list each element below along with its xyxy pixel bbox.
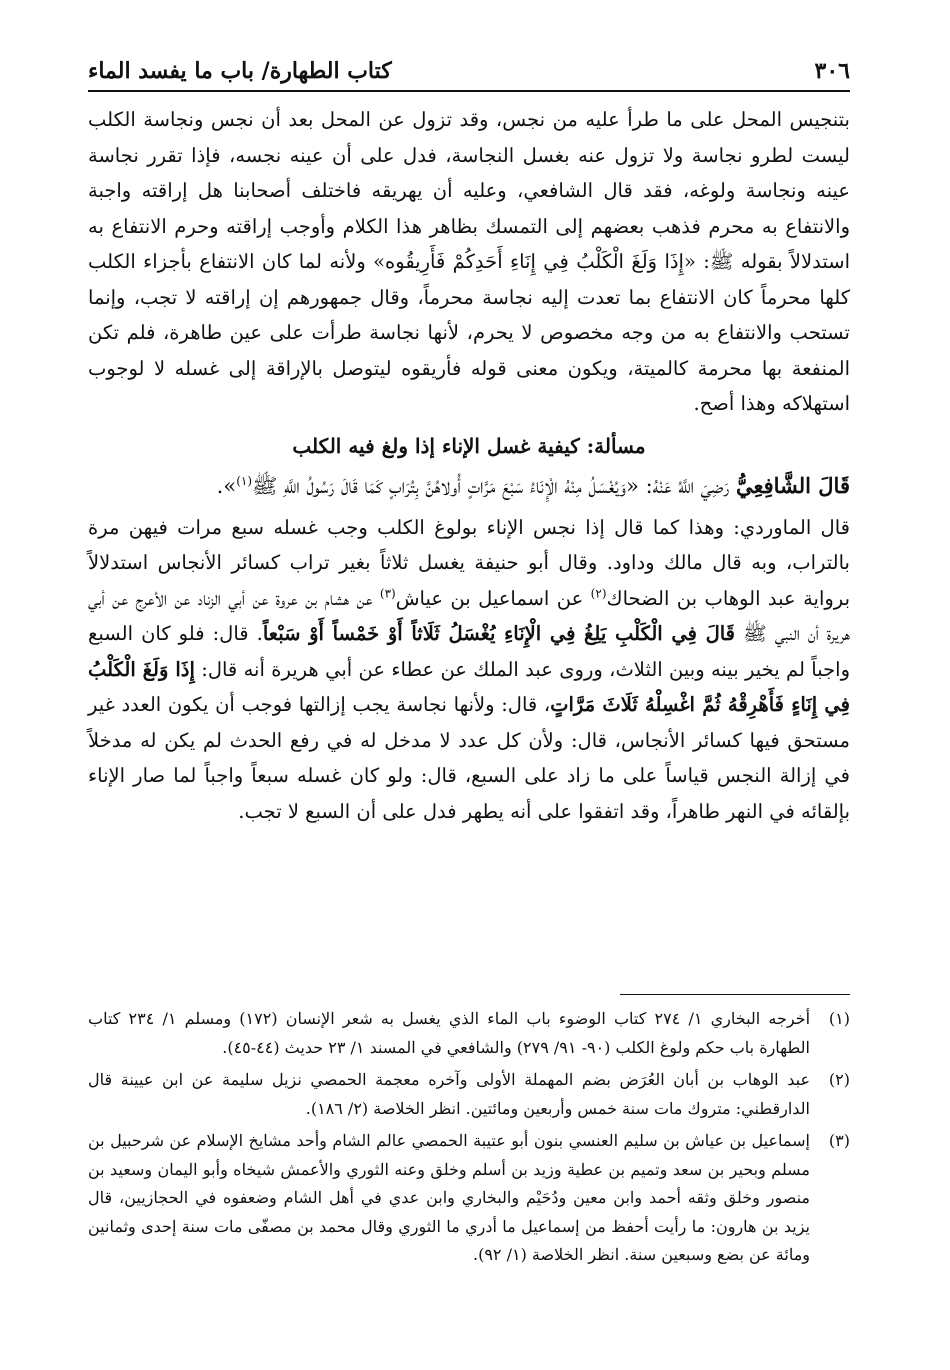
- p2-text-e: ، قال: ولأنها نجاسة يجب إزالتها فوجب أن يكون العدد غير مستحق فيها كسائر الأنجاس، قال: ولأن كل عدد لا مدخل له في رفع الحدث لم يكن له مدخلاً في إزالة النجس قياساً على ما زاد على السبع، قال: ولو كان غسله سبعاً واجباً لما صار الإناء بإلقائه في النهر طاهراً، وقد اتفقوا على أنه يطهر فدل على أن السبع لا تجب.: [88, 693, 850, 823]
- section-title: مسألة: كيفية غسل الإناء إذا ولغ فيه الكلب: [292, 433, 646, 458]
- quote-imam: قَالَ الشَّافِعِيُّ: [735, 472, 850, 498]
- footnote-text: عبد الوهاب بن أبان العُرَض بضم المهملة الأولى وآخره معجمة الحمصي نزيل سليمة عن ابن عيينة قال الدارقطني: متروك مات سنة خمس وأربعين ومائتين. انظر الخلاصة (٢/ ١٨٦).: [88, 1070, 810, 1118]
- footnote-text: إسماعيل بن عياش بن سليم العنسي بنون أبو عتيبة الحمصي عالم الشام وأحد مشايخ الإسلام عن شرحبيل بن مسلم وبحير بن سعد وتميم بن عطية وزيد بن أسلم وخلق وعنه الثوري والأعمش شيخاه وأبو اليمان وسعيد بن منصور وخلق وثقه أحمد وابن معين ودُحَيْم والبخاري وابن عدي في أهل الشام وضعفوه في الحجازيين، قال يزيد بن هارون: ما رأيت أحفظ من إسماعيل ما أدري ما الثوري وقال محمد بن مصفّى مات سنة إحدى وثمانين ومائة عن بضع وسبعين سنة. انظر الخلاصة (١/ ٩٢).: [88, 1131, 811, 1264]
- quote-text: رَضِيَ اللَّهُ عَنْهُ: «وَيُغْسَلُ مِنْهُ الْإِنَاءُ سَبْعَ مَرَّاتٍ أُولاهُنَّ بِتُرَابٍ كَمَا قَالَ رَسُولُ اللَّهِ ﷺ: [252, 473, 730, 498]
- running-title: كتاب الطهارة/ باب ما يفسد الماء: [88, 58, 392, 84]
- footnote-text: أخرجه البخاري ١/ ٢٧٤ كتاب الوضوء باب الماء الذي يغسل به شعر الإنسان (١٧٢) ومسلم ١/ ٢٣٤ كتاب الطهارة باب حكم ولوغ الكلب (٩٠- ٩١/ ٢٧٩) والشافعي في المسند ١/ ٢٣ حديث (٤٤-٤٥).: [88, 1009, 811, 1057]
- page-number: ٣٠٦: [814, 58, 850, 84]
- quote-end: ».: [216, 473, 237, 498]
- p2-text-a: قال الماوردي: وهذا كما قال إذا نجس الإناء بولوغ الكلب وجب غسله سبع مرات فيهن مرة بالتراب، وبه قال مالك وداود. وقال أبو حنيفة يغسل ثلاثاً بغير تراب كسائر الأنجاس استدلالاً برواية عبد الوهاب بن الضحاك: [88, 515, 850, 610]
- footnote: [88, 1005, 850, 1062]
- footnote-mark: (٢): [828, 1070, 850, 1089]
- paragraph-1: بتنجيس المحل على ما طرأ عليه من نجس، وقد تزول عن المحل بعد أن نجس ونجاسة الكلب ليست لطرو نجاسة ولا تزول عنه بغسل النجاسة، فدل على أن عينه نجسه، فإذا تقرر نجاسة عينه ونجاسة ولوغه، فقد قال الشافعي، وعليه أن يهريقه فاختلف أصحابنا هل إراقته واجبة والانتفاع به محرم فذهب بعضهم إلى التمسك بظاهر هذا الكلام وأوجب إراقته وحرم الانتفاع به استدلالاً بقوله ﷺ: «إِذَا وَلَغَ الْكَلْبُ فِي إِنَاءِ أَحَدِكُمْ فَأَرِيقُوه» ولأنه لما كان الانتفاع بأجزاء الكلب كلها محرماً كان الانتفاع بما تعدت إليه نجاسة محرماً، وقال جمهورهم إن إراقته لا تجب، وإنما تستحب والانتفاع به من وجه مخصوص لا يحرم، لأنها نجاسة طرأت على عين طاهرة، فلم تكن المنفعة بها محرمة كالميتة، ويكون معنى قوله فأريقوه ليتوصل بالإراقة إلى غسله لا لوجوب استهلاكه وهذا أصح.: [88, 108, 850, 415]
- footnote-mark: (٣): [828, 1131, 850, 1150]
- footnote-divider: [620, 994, 850, 995]
- p2-text-d: . قال: فلو كان السبع واجباً لم يخير بينه وبين الثلاث، وروى عبد الملك عن عطاء عن أبي هريرة أنه قال:: [88, 622, 850, 681]
- paragraph-2: [88, 510, 850, 830]
- footnotes: [88, 994, 850, 1274]
- p2-text-c: عن هشام بن عروة عن أبي الزناد عن الأعرج عن أبي هريرة أن النبي ﷺ: [88, 586, 850, 645]
- footnote-ref-3: (٣): [379, 586, 396, 600]
- footnote: [88, 1066, 850, 1123]
- page-header: [88, 52, 850, 92]
- book-page: [88, 52, 850, 1342]
- hadith-2: إِذَا وَلَغَ الْكَلْبُ فِي إِنَاءٍ فَأَهْرِقْهُ ثُمَّ اغْسِلْهُ ثَلَاثَ مَرَّاتٍ: [88, 657, 850, 716]
- hadith-1: قَالَ فِي الْكَلْبِ يَلِغُ فِي الْإِنَاءِ يُغْسَلُ ثَلَاثاً أَوْ خَمْساً أَوْ سَبْعاً: [262, 622, 736, 645]
- footnote-mark: (١): [828, 1009, 850, 1028]
- footnote: [88, 1127, 850, 1270]
- shafii-quote: [88, 466, 850, 506]
- p2-text-b: عن اسماعيل بن عياش: [395, 586, 591, 610]
- footnote-ref-1: (١): [236, 473, 253, 488]
- footnote-ref-2: (٢): [590, 586, 607, 600]
